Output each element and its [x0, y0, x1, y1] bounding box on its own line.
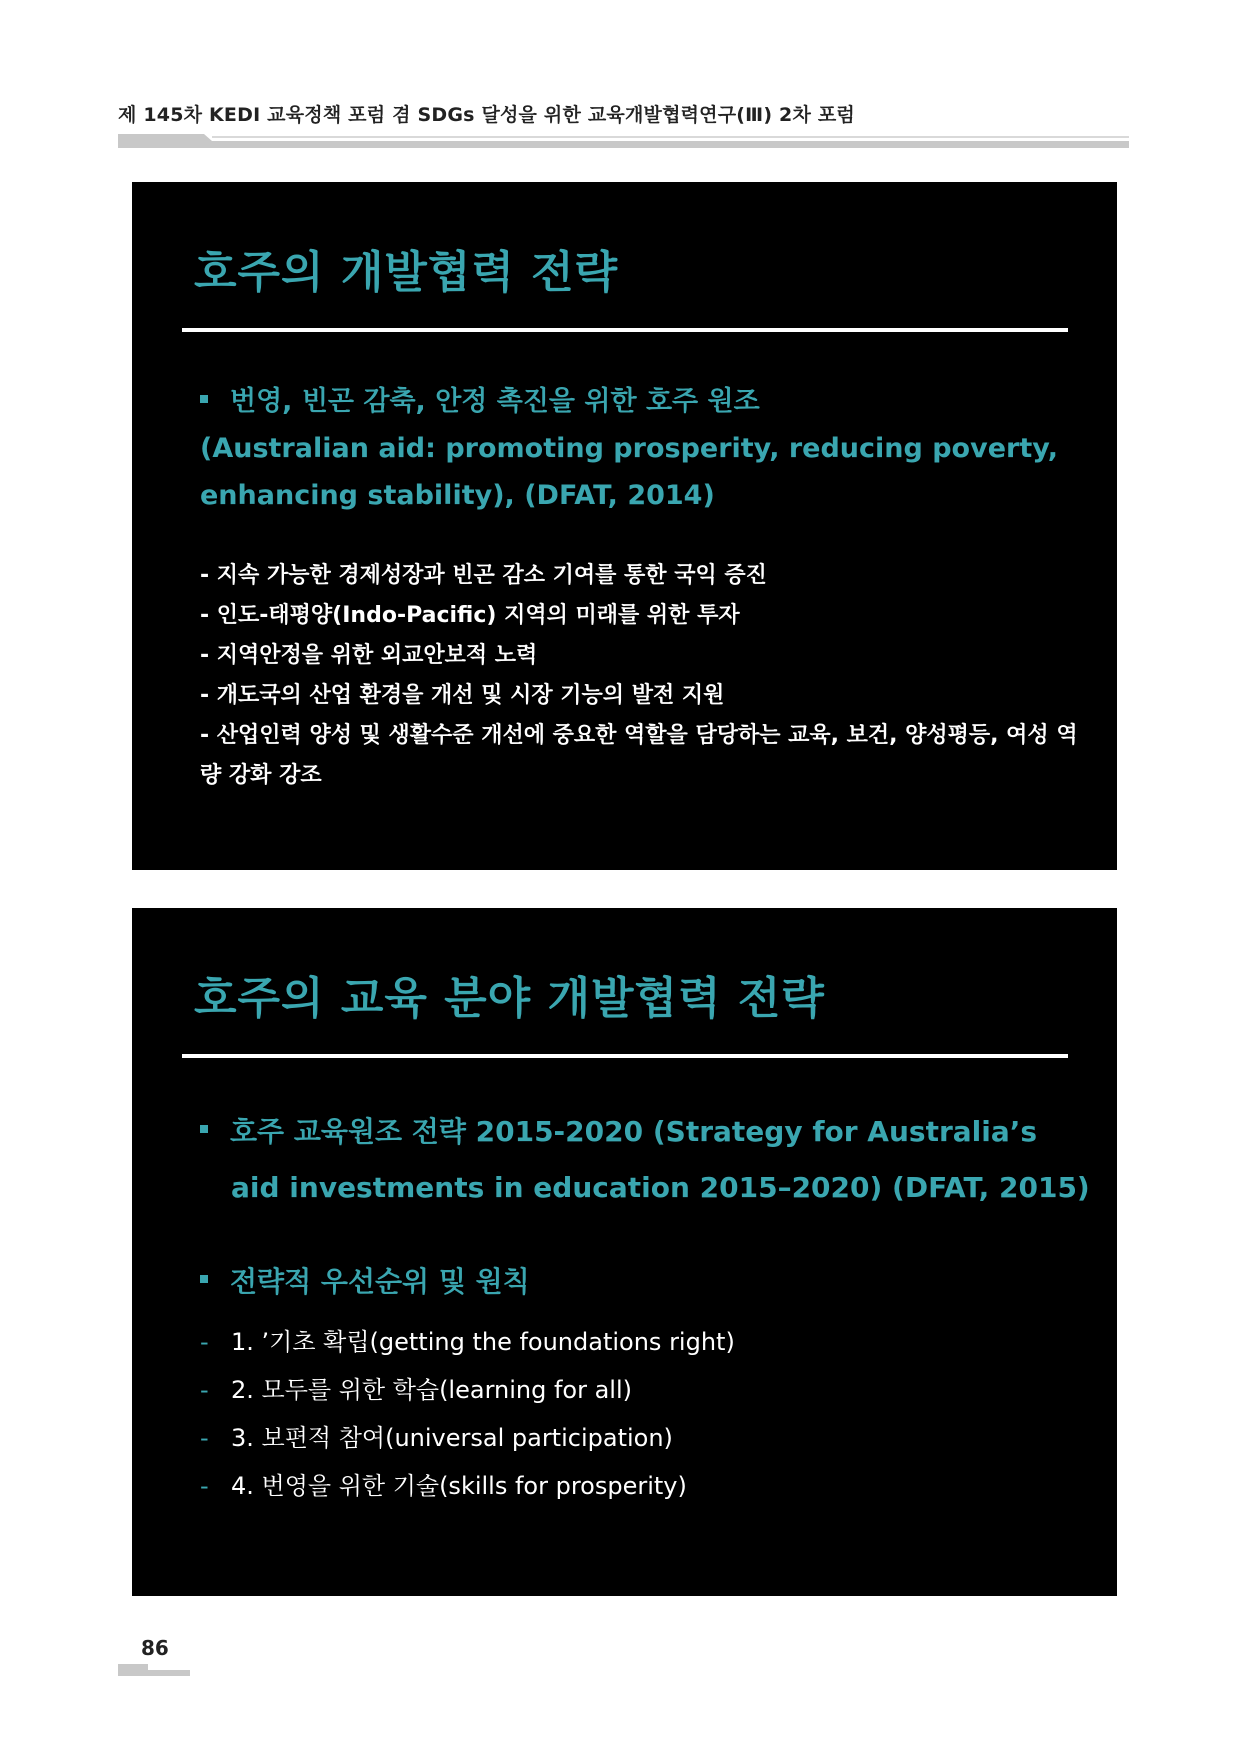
list-item: - 4. 번영을 위한 기술(skills for prosperity): [200, 1462, 735, 1510]
bullet-line: 호주 교육원조 전략 2015-2020 (Strategy for Australia’s: [200, 1104, 1080, 1160]
dash-bullet: -: [200, 1424, 209, 1452]
square-bullet-icon: [200, 1275, 208, 1283]
priorities-list: [200, 1318, 735, 1510]
list-item: - 산업인력 양성 및 생활수준 개선에 중요한 역할을 담당하는 교육, 보건, 양성평등, 여성 역량 강화 강조: [200, 723, 1078, 788]
strategy-list: [200, 556, 1080, 796]
list-item: - 지역안정을 위한 외교안보적 노력: [200, 643, 538, 668]
running-header: 제 145차 KEDI 교육정책 포럼 겸 SDGs 달성을 위한 교육개발협력연구(Ⅲ) 2차 포럼: [118, 104, 855, 126]
list-item: - 2. 모두를 위한 학습(learning for all): [200, 1366, 735, 1414]
strategy-bullet: [200, 1104, 1090, 1216]
list-item: - 3. 보편적 참여(universal participation): [200, 1414, 735, 1462]
dash-bullet: -: [200, 1472, 209, 1500]
slide-title: 호주의 개발협력 전략: [194, 247, 619, 298]
dash-bullet: -: [200, 1376, 209, 1404]
heading-line: (Australian aid: promoting prosperity, reducing poverty,: [200, 433, 1059, 464]
heading-line: 번영, 빈곤 감축, 안정 촉진을 위한 호주 원조: [200, 378, 1080, 425]
list-item: - 지속 가능한 경제성장과 빈곤 감소 기여를 통한 국익 증진: [200, 563, 767, 588]
footer-rule: [118, 1664, 190, 1676]
list-item: - 1. ’기초 확립(getting the foundations right): [200, 1318, 735, 1366]
slide-australia-education-strategy: [132, 908, 1117, 1596]
slide-title: 호주의 교육 분야 개발협력 전략: [194, 973, 825, 1024]
slide-title-rule: [182, 1054, 1068, 1058]
square-bullet-icon: [200, 395, 208, 403]
square-bullet-icon: [200, 1125, 208, 1133]
slide-title-rule: [182, 328, 1068, 332]
header-rule: [118, 134, 1129, 148]
list-item: - 개도국의 산업 환경을 개선 및 시장 기능의 발전 지원: [200, 683, 725, 708]
page-number: 86: [141, 1636, 169, 1660]
slide-heading: [200, 378, 1080, 519]
dash-bullet: -: [200, 1328, 209, 1356]
heading-line: enhancing stability), (DFAT, 2014): [200, 480, 715, 511]
priorities-bullet: 전략적 우선순위 및 원칙: [200, 1260, 530, 1300]
list-item: - 인도-태평양(Indo-Pacific) 지역의 미래를 위한 투자: [200, 603, 740, 628]
slide-australia-development-strategy: [132, 182, 1117, 870]
bullet-line: aid investments in education 2015–2020) (DFAT, 2015): [231, 1171, 1090, 1204]
